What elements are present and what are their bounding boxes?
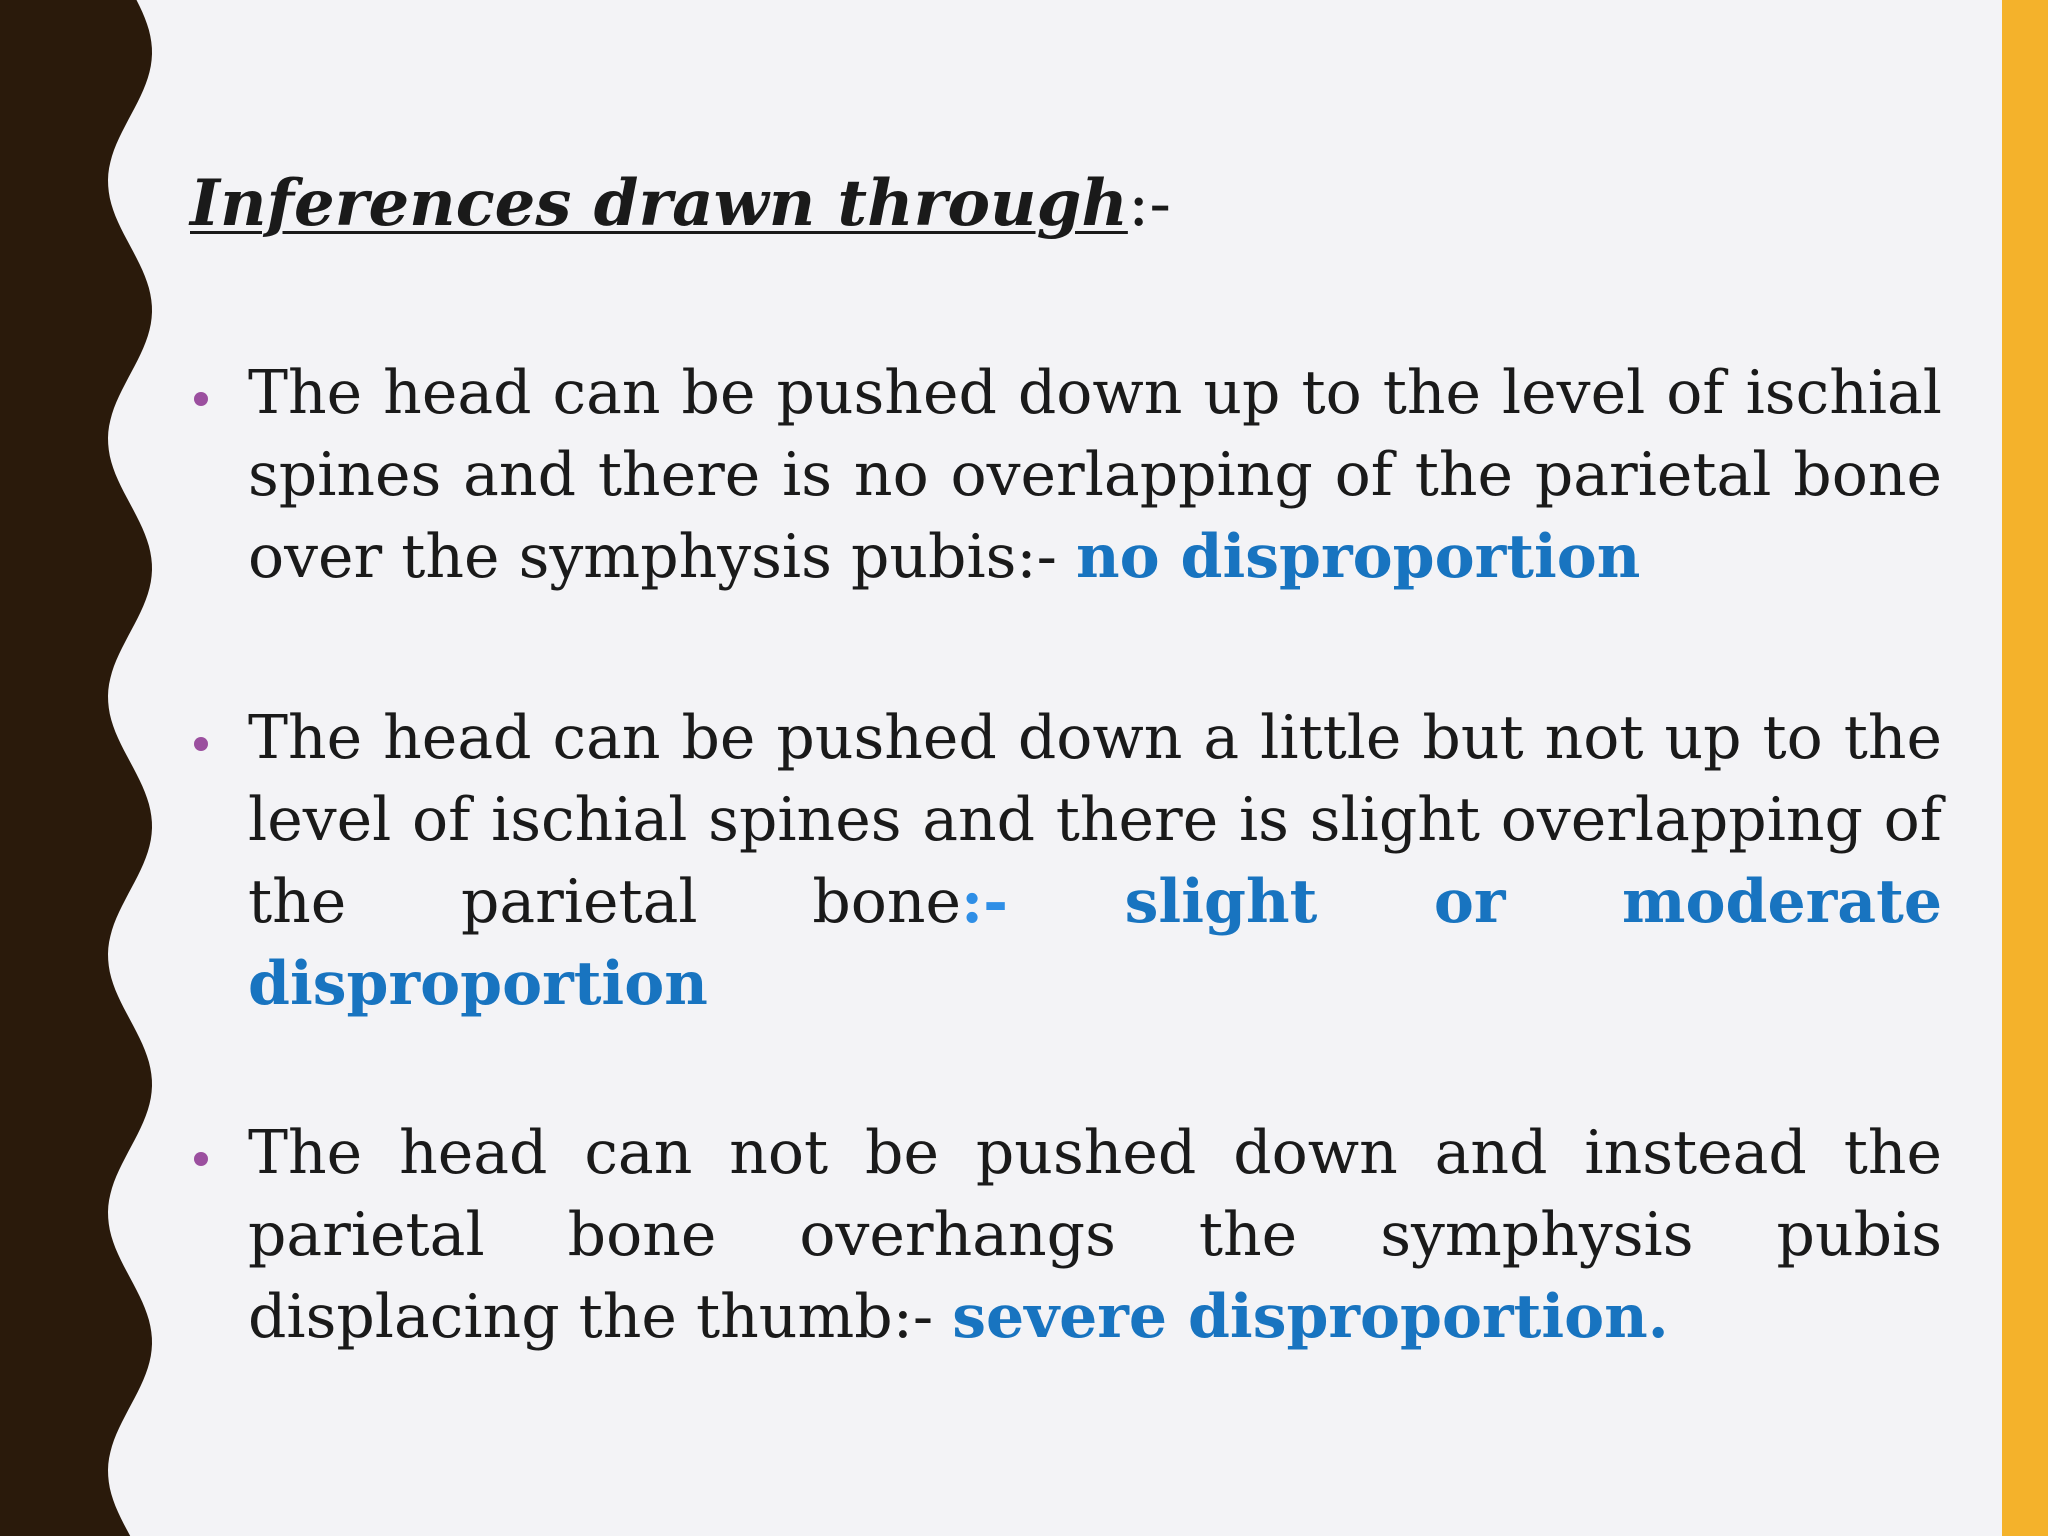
- bullet-2-separator: :-: [961, 867, 1009, 937]
- bullet-1-body: The head can be pushed down up to the level of ischial spines and there is no overlapping of the parietal bone over the symphysis pubis:-: [248, 358, 1942, 592]
- slide-title: [190, 166, 1172, 241]
- bullet-dot-icon: [190, 715, 214, 763]
- bullet-text-3: [248, 1112, 1942, 1358]
- wavy-left-border: [0, 0, 170, 1536]
- bullet-text-1: [248, 352, 1942, 598]
- bullet-3-result: severe disproportion.: [952, 1282, 1669, 1352]
- right-accent-bar: [2002, 0, 2048, 1536]
- slide-title-text: Inferences drawn through: [190, 166, 1128, 241]
- bullet-1-result: no disproportion: [1076, 522, 1641, 592]
- bullet-3-body: The head can not be pushed down and instead the parietal bone overhangs the symphysis pubis displacing the thumb:-: [248, 1118, 1942, 1352]
- bullet-2-body: The head can be pushed down a little but not up to the level of ischial spines and there is slight overlapping of the parietal bone: [248, 703, 1942, 937]
- bullet-text-2: [248, 697, 1942, 1025]
- slide-title-suffix: :-: [1127, 167, 1172, 241]
- bullet-2-result: slight or moderate disproportion: [248, 867, 1943, 1019]
- bullet-dot-icon: [190, 370, 214, 418]
- bullet-dot-icon: [190, 1130, 214, 1178]
